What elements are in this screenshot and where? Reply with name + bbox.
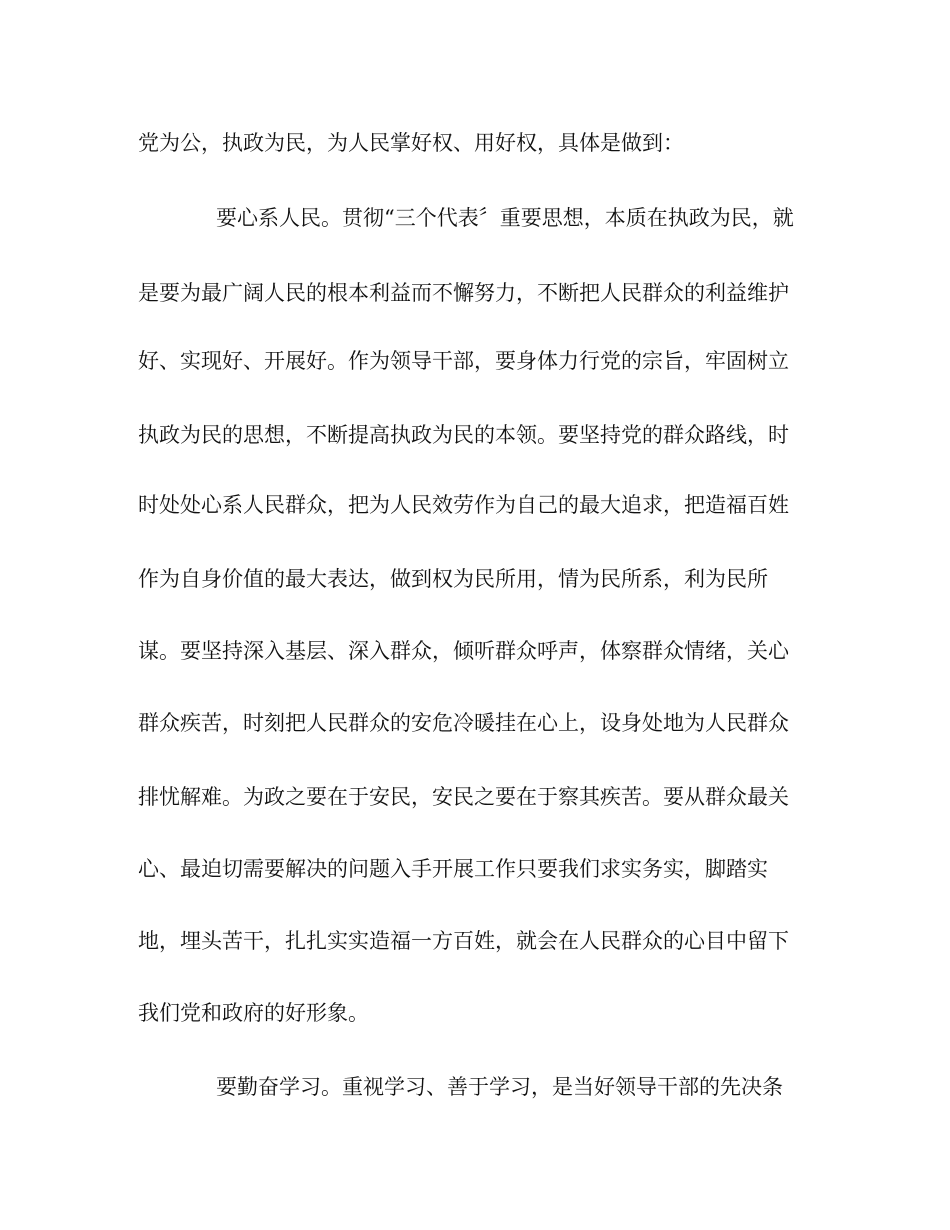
- text-line: 是要为最广阔人民的根本利益而不懈努力，不断把人民群众的利益维护: [138, 281, 789, 305]
- text-line: 时处处心系人民群众，把为人民效劳作为自己的最大追求，把造福百姓: [138, 493, 789, 517]
- text-line: 心、最迫切需要解决的问题入手开展工作只要我们求实务实，脚踏实: [138, 857, 768, 881]
- text-line: 好、实现好、开展好。作为领导干部，要身体力行党的宗旨，牢固树立: [138, 349, 789, 373]
- text-line: 谋。要坚持深入基层、深入群众，倾听群众呼声，体察群众情绪，关心: [138, 639, 789, 663]
- text-line: 执政为民的思想，不断提高执政为民的本领。要坚持党的群众路线，时: [138, 423, 789, 447]
- text-line: 地，埋头苦干，扎扎实实造福一方百姓，就会在人民群众的心目中留下: [138, 929, 789, 953]
- text-line: 作为自身价值的最大表达，做到权为民所用，情为民所系，利为民所: [138, 567, 768, 591]
- text-line: 排忧解难。为政之要在于安民，安民之要在于察其疾苦。要从群众最关: [138, 785, 789, 809]
- text-line: 群众疾苦，时刻把人民群众的安危冷暖挂在心上，设身处地为人民群众: [138, 711, 789, 735]
- paragraph-start-line: 要心系人民。贯彻“三个代表〞重要思想，本质在执政为民，就: [216, 206, 794, 230]
- text-line: 党为公，执政为民，为人民掌好权、用好权，具体是做到：: [138, 131, 684, 155]
- text-line: 我们党和政府的好形象。: [138, 1001, 369, 1025]
- paragraph-start-line: 要勤奋学习。重视学习、善于学习，是当好领导干部的先决条: [216, 1075, 783, 1099]
